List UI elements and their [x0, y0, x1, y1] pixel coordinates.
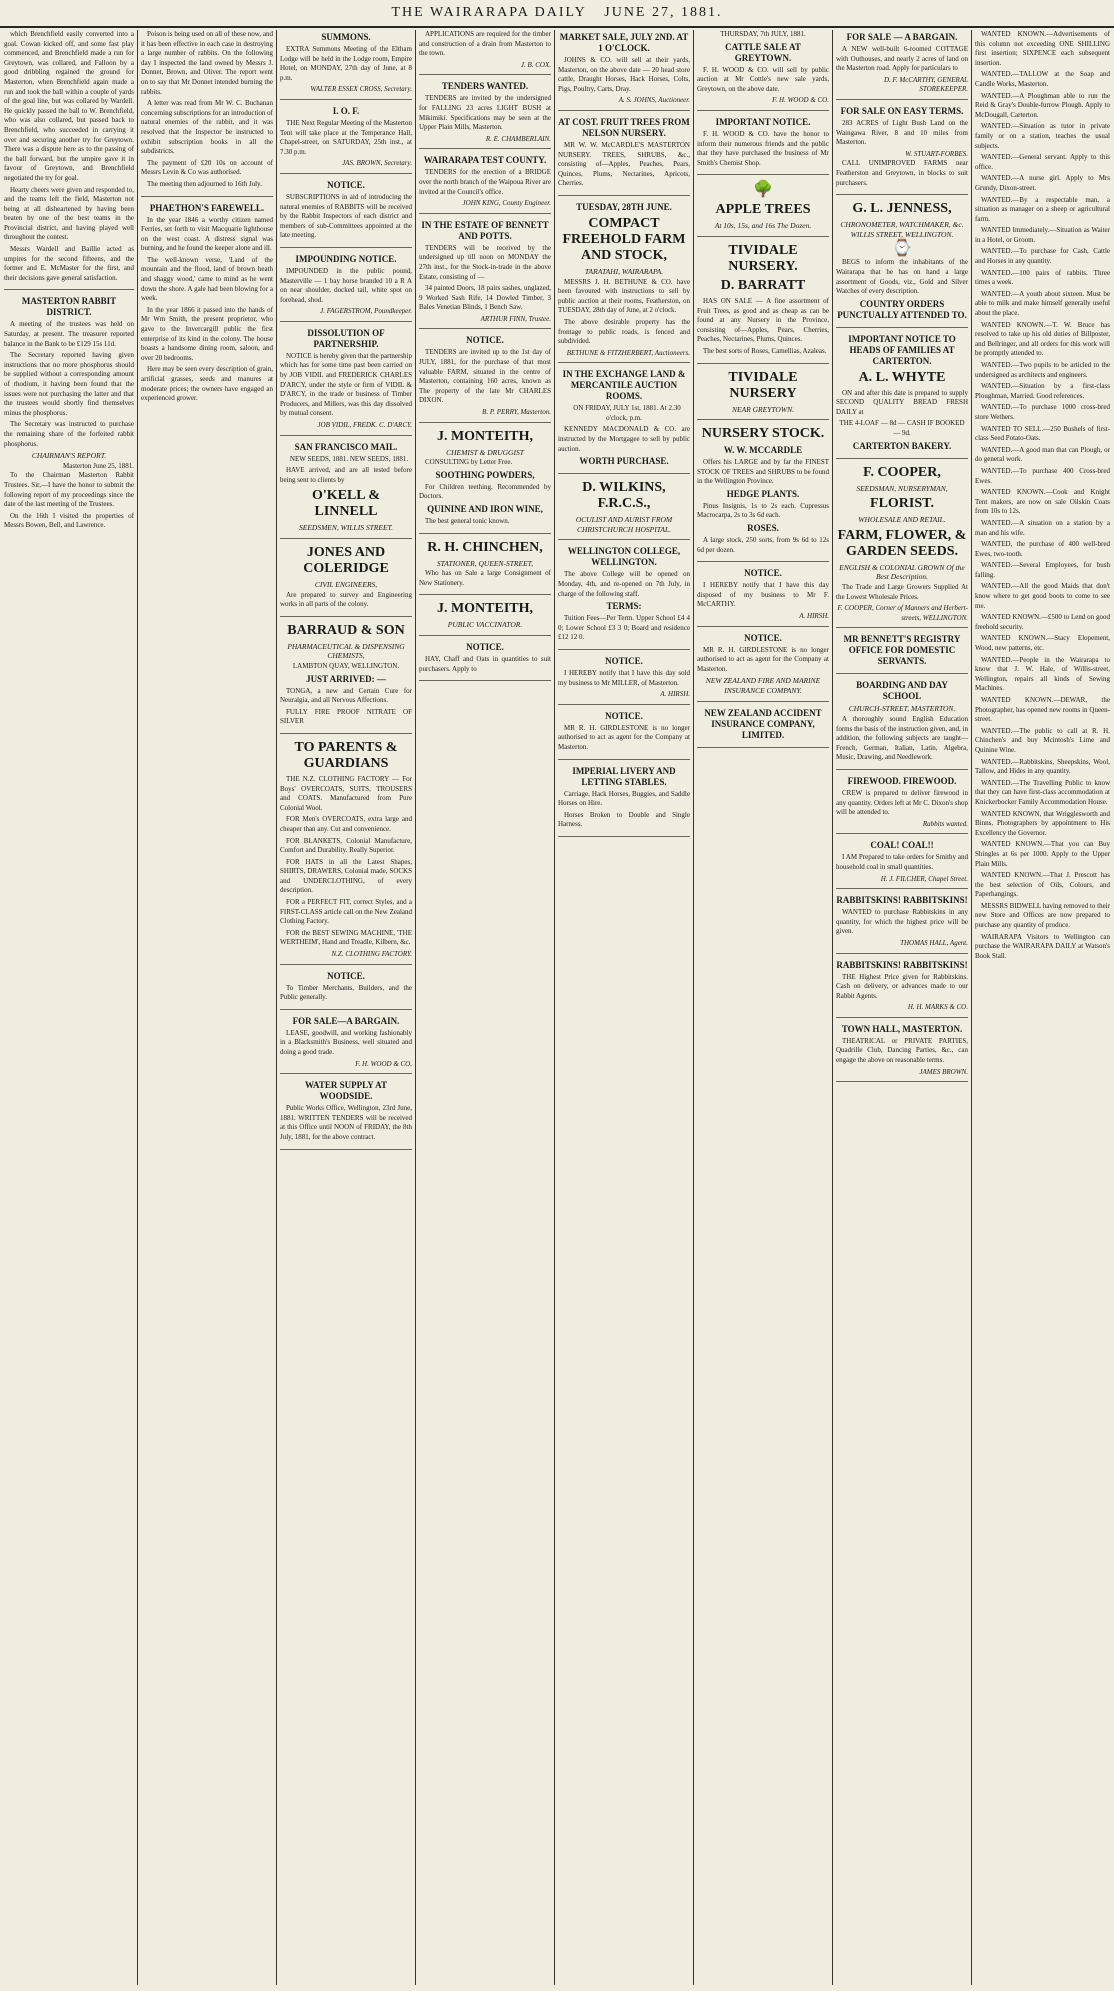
advert-text: Are prepared to survey and Engineering works in all parts of the colony. [280, 590, 412, 609]
advert-text: MESSRS J. H. BETHUNE & CO. have been favoured with instructions to sell by public auction at their rooms, Featherston, on TUESDAY, 28th day of June, at 2 o'clock. [558, 277, 690, 315]
advert [558, 546, 690, 650]
advert-title: FLORIST. [870, 496, 934, 512]
advert-text: MR W. W. McCARDLE'S MASTERTON NURSERY. TREES, SHRUBS, &c., consisting of—Apples, Peaches, Pears, Quinces, Plums, Nectarines, Apricots, Cherries. [558, 140, 690, 188]
advert-text: HAY, Chaff and Oats in quantities to suit purchasers. Apply to [419, 654, 551, 673]
advert-title: TIVIDALE NURSERY. [728, 242, 798, 274]
advert-heading: FOR SALE ON EASY TERMS. [840, 105, 964, 116]
advert-heading: AT COST. FRUIT TREES FROM NELSON NURSERY. [558, 116, 690, 138]
advert-heading: TENDERS WANTED. [441, 81, 529, 92]
advert [558, 369, 690, 474]
advert-text: 34 painted Doors, 18 pairs sashes, unglazed, 9 Worked Sash Rife, 14 Dowled Timber, 3 Bales Venetian Blinds, 1 Bench Saw. [419, 284, 551, 312]
advert-text: Who has on Sale a large Consignment of New Stationery. [419, 569, 551, 587]
advert-subtitle: W. W. MCCARDLE [723, 445, 803, 456]
advert [697, 243, 829, 364]
advert [558, 32, 690, 111]
advert-text: NEW SEEDS, 1881. NEW SEEDS, 1881. [289, 454, 409, 463]
advert-signature: ARTHUR FINN, Trustee. [480, 314, 551, 323]
advert-text: A NEW well-built 6-roomed COTTAGE with Outhouses, and nearly 2 acres of land on the Masterton road. Apply for particulars to [836, 45, 968, 73]
classified-ad: WANTED.—Rabbitskins, Sheepskins, Wool, Tallow, and Hides in any quantity. [975, 757, 1110, 776]
advert-signature: F. H. WOOD & CO. [355, 1059, 412, 1068]
advert-text: MR R. H. GIRDLESTONE is no longer authorised to act as agent for the Company at Masterton. [697, 645, 829, 673]
advert [836, 895, 968, 953]
advert-signature: F. COOPER, Corner of Manners and Herbert-streets, WELLINGTON. [837, 604, 968, 622]
advert-title: TO PARENTS & GUARDIANS [294, 739, 398, 771]
column-rule [693, 30, 694, 1985]
advert-text: The Trade and Large Growers Supplied At the Lowest Wholesale Prices. [836, 583, 968, 601]
advert-heading: CATTLE SALE AT GREYTOWN. [725, 41, 801, 63]
advert-text: Offers his LARGE and by far the FINEST STOCK OF TREES and SHRUBS to be found in the Wellington Province. [697, 458, 829, 486]
watch-icon: ⌚ [892, 240, 912, 258]
advert-heading: RABBITSKINS! RABBITSKINS! [836, 895, 968, 906]
advert-heading: NOTICE. [327, 970, 365, 981]
advert [280, 623, 412, 734]
advert-heading: COAL! COAL!! [870, 840, 934, 851]
advert-subtitle: TARATAHI, WAIRARAPA. [584, 266, 664, 276]
column-1 [4, 30, 134, 1985]
advert-signature: Rabbits wanted. [922, 819, 968, 828]
column-rule [971, 30, 972, 1985]
report-title: CHAIRMAN'S REPORT. [31, 451, 107, 461]
column-6 [697, 30, 829, 1985]
advert [836, 960, 968, 1018]
advert-text: I HEREBY notify that I have this day sold my business to Mr MILLER, of Masterton. [558, 669, 690, 687]
advert-subtitle: At 10s, 15s, and 16s The Dozen. [714, 221, 812, 231]
advert-signature: JOHN KING, County Engineer. [462, 199, 551, 208]
classified-ad: WANTED.—Situation as tutor in private family or on a station, teaches the usual subjects. [975, 122, 1110, 150]
advert-heading: IMPORTANT NOTICE. [715, 116, 811, 127]
advert-heading: SUMMONS. [321, 32, 371, 42]
advert [280, 1016, 412, 1074]
advert-signature: B. P. PERRY, Masterton. [482, 408, 551, 417]
advert [558, 117, 690, 196]
advert-text: IMPOUNDED in the public pound, Masterville — 1 bay horse branded 10 a R A on near shoulder, docked tail, white spot on forehead, shod. [280, 266, 412, 304]
advert-text: EXTRA Summons Meeting of the Eltham Lodge will be held in the Lodge room, Empire Hotel, on MONDAY, 27th day of June, at 8 p.m. [280, 45, 412, 82]
article-text: To the Chairman Masterton Rabbit Trustees. Sir,—I have the honor to submit the following report of my proceedings since the date of the last meeting of the Trustees. [4, 471, 134, 509]
advert-heading: SAN FRANCISCO MAIL. [294, 441, 398, 452]
report-date: Masterton June 25, 1881. [63, 461, 134, 470]
advert-heading: WAIRARAPA TEST COUNTY. [423, 155, 547, 166]
advert-heading: HEDGE PLANTS. [726, 488, 800, 499]
advert-text: The above desirable property has the frontage to public roads, is fenced and subdivided. [558, 317, 690, 346]
article-text: On the 16th I visited the properties of Messrs Bowen, Bell, and Lawrence. [4, 511, 134, 530]
advert-signature: WALTER ESSEX CROSS, Secretary. [310, 85, 412, 94]
advert-text: CONSULTING by Letter Free. [425, 458, 513, 467]
advert-subtitle: CHURCH-STREET, MASTERTON. [848, 704, 956, 714]
classified-ad: WANTED.—The Travelling Public to know that they can have first-class accommodation at Knickerbocker Family Accommodation House. [975, 778, 1110, 806]
advert [697, 30, 829, 111]
advert-title: A. L. WHYTE [858, 369, 946, 385]
classified-ad: WANTED.—A situation on a station by a man and his wife. [975, 518, 1110, 537]
advert [280, 254, 412, 322]
classified-ad: WANTED.—Situation by a first-class Ploughman, Married. Good references. [975, 382, 1110, 400]
classified-ad: WANTED KNOWN.—That you can Buy Shingles at 6s per 1000. Apply to the Upper Plain Mills. [975, 840, 1110, 868]
advert [419, 30, 551, 75]
advert-signature: H. H. MARKS & CO. [907, 1003, 968, 1012]
advert-heading: IMPORTANT NOTICE TO HEADS OF FAMILIES AT CARTERTON. [848, 333, 956, 366]
advert-text: CALL UNIMPROVED FARMS near Featherston and Greytown, in blocks to suit purchasers. [836, 159, 968, 187]
advert-title: F. COOPER, [863, 464, 941, 480]
advert [280, 442, 412, 539]
column-5 [558, 30, 690, 1985]
classified-ad: WANTED KNOWN.—T. W. Bruce has resolved to take up his old duties of Billposter, and Bellringer, and all orders for this work will be promptly attended to. [975, 320, 1110, 358]
advert-text: F. H. WOOD & CO. have the honor to inform their numerous friends and the public that they have purchased the business of Mr Smith's Chemist Shop. [697, 129, 829, 167]
advert-heading: NOTICE. [605, 710, 643, 721]
advert-signature: R. E. CHAMBERLAIN. [485, 134, 551, 143]
advert-heading: WELLINGTON COLLEGE, WELLINGTON. [567, 546, 681, 568]
advert-price: THE 4-LOAF — 8d — CASH IF BOOKED — 9d. [839, 419, 965, 438]
advert-heading: JUST ARRIVED: — [306, 673, 386, 684]
advert-title: JONES AND COLERIDGE [303, 545, 389, 576]
classified-ad: WANTED.—People in the Wairarapa to know that J. W. Hale, of Willis-street, Wellington, repairs all kinds of Sewing Machines. [975, 655, 1110, 693]
advert-signature: J. FAGERSTROM, Poundkeeper. [320, 307, 412, 316]
advert-text: The best general tonic known. [425, 517, 510, 525]
advert-heading: IN THE ESTATE OF BENNETT AND POTTS. [421, 219, 549, 241]
advert-heading: DISSOLUTION OF PARTNERSHIP. [307, 327, 385, 349]
classified-ad: WANTED KNOWN.—Advertisements of this column not exceeding ONE SHILLING first insertion; SIXPENCE each subsequent insertion. [975, 30, 1110, 67]
advert-text: Pinus Insignis, 1s to 2s each. Cupressus Macrocarpa, 2s to 3s 6d each. [697, 501, 829, 520]
advert-heading: FIREWOOD. FIREWOOD. [847, 775, 957, 786]
advert [836, 1024, 968, 1082]
advert-text: TENDERS are invited by the undersigned for FALLING 23 acres LIGHT BUSH at Mikimiki. Specifications may be seen at the Upper Plain Mills, Masterton. [419, 94, 551, 132]
advert-text: I HEREBY notify that I have this day disposed of my business to Mr F. McCARTHY. [697, 581, 829, 609]
advert-text: TONGA, a new and Certain Cure for Neuralgia, and all Nervous Affections. [280, 686, 412, 705]
classified-ad: WANTED.—To purchase 400 Cross-bred Ewes. [975, 466, 1110, 485]
advert-text: MR R. H. GIRDLESTONE is no longer authorised to act as agent for the Company at Masterton. [558, 723, 690, 751]
advert-heading: MARKET SALE, JULY 2ND. AT 1 O'CLOCK. [559, 32, 689, 53]
column-rule [554, 30, 555, 1985]
advert-text: The best sorts of Roses, Camellias, Azaleas. [703, 346, 827, 355]
classified-ad: WANTED.—All the good Maids that don't know where to get good boots to come to see me. [975, 582, 1110, 610]
advert-text: Carriage, Hack Horses, Buggies, and Saddle Horses on Hire. [558, 789, 690, 808]
advert-text: FOR Men's OVERCOATS, extra large and cheaper than any. Cut and convenience. [280, 815, 412, 833]
advert [697, 633, 829, 702]
masthead [0, 0, 1114, 28]
advert-heading: BOARDING AND DAY SCHOOL [856, 680, 948, 702]
advert-title: J. MONTEITH, [436, 428, 534, 444]
classified-ad: WANTED Immediately.—Situation as Waiter in a Hotel, or Groom. [975, 226, 1110, 244]
advert-text: I AM Prepared to take orders for Smithy and household coal in small quantities. [836, 853, 968, 871]
advert-subtitle: OCULIST AND AURIST FROM CHRISTCHURCH HOSPITAL. [575, 515, 673, 534]
classified-ad: WANTED.—100 pairs of rabbits. Three times a week. [975, 268, 1110, 287]
article-headline: MASTERTON RABBIT DISTRICT. [21, 296, 117, 318]
advert-text: TENDERS will be received by the undersigned up till noon on MONDAY the 27th inst., for the Stock-in-trade in the above Estate, consisting of — [419, 243, 551, 281]
newspaper-date: JUNE 27, 1881. [604, 5, 723, 20]
advert-text: CREW is prepared to deliver firewood in any quantity. Orders left at Mr C. Dixon's shop will be attended to. [836, 788, 968, 817]
advert-signature: BETHUNE & FITZHERBERT, Auctioneers. [566, 348, 690, 357]
advert [419, 335, 551, 422]
advert-heading: TOWN HALL, MASTERTON. [841, 1023, 963, 1034]
advert-text: THEATRICAL or PRIVATE PARTIES, Quadrille Club, Dancing Parties, &c., can engage the above on reasonable terms. [836, 1036, 968, 1065]
advert [419, 429, 551, 534]
classified-ad: WANTED TO SELL.—250 Bushels of first-class Seed Potato-Oats. [975, 424, 1110, 443]
advert-heading: NOTICE. [466, 335, 504, 346]
classified-ad: WANTED.—TALLOW at the Soap and Candle Works, Masterton. [975, 70, 1110, 88]
advert-date: THURSDAY, 7th JULY, 1881. [720, 30, 806, 38]
advert [419, 601, 551, 636]
classified-ad: WANTED.—A Ploughman able to run the Reid & Gray's Double-furrow Plough. Apply to McDougall, Carterton. [975, 91, 1110, 119]
advert-title: COMPACT FREEHOLD FARM AND STOCK, [562, 215, 686, 263]
column-8 [975, 30, 1110, 1985]
advert-text: KENNEDY MACDONALD & CO. are instructed by the Mortgagee to sell by public auction. [558, 425, 690, 453]
advert-text: LEASE, goodwill, and working fashionably in a Blacksmith's Business, well situated and doing a good trade. [280, 1028, 412, 1056]
advert-text: FOR BLANKETS, Colonial Manufacture, Comfort and Durability. Really Superior. [280, 836, 412, 855]
article-text: Hearty cheers were given and responded to, and the teams left the field, Masterton not being at all disheartened by having been beaten by one of the best teams in the Provincial district, and having played well throughout the contest. [4, 185, 134, 242]
column-rule [276, 30, 277, 1985]
advert [836, 106, 968, 195]
classified-ad: WANTED, the purchase of 400 well-bred Ewes, two-tooth. [975, 540, 1110, 558]
advert-text: FOR a PERFECT FIT, correct Styles, and a FIRST-CLASS article call on the New Zealand Clothing Factory. [280, 898, 412, 926]
advert-text: TENDERS for the erection of a BRIDGE over the north branch of the Waipoua River are invited at the Council's office. [419, 168, 551, 196]
classified-ad: WANTED.—Two pupils to be articled to the undersigned as architects and engineers. [975, 361, 1110, 379]
advert-text: Public Works Office, Wellington, 23rd June, 1881. WRITTEN TENDERS will be received at this Office until NOON of FRIDAY, the 8th July, 1881, for the above contract. [280, 1104, 412, 1141]
advert-text: THE Highest Price given for Rabbitskins. Cash on delivery, or advances made to our Rabbit Agents. [836, 972, 968, 1000]
advert-title: NURSERY STOCK. [701, 426, 825, 442]
advert-signature: F. H. WOOD & CO. [772, 96, 829, 105]
advert-heading: TUESDAY, 28TH JUNE. [576, 201, 672, 212]
advert-signature: W. STUART-FORBES. [905, 149, 968, 158]
advert-text: WANTED to purchase Rabbitskins in any quantity, for which the highest price will be given. [836, 908, 968, 936]
advert-heading: WATER SUPPLY AT WOODSIDE. [304, 1080, 388, 1102]
advert-title: R. H. CHINCHEN, [427, 539, 543, 555]
advert-text: THE N.Z. CLOTHING FACTORY — For Boys' OVERCOATS, SUITS, TROUSERS and COATS. Manufactured from Pure Colonial Wool. [280, 774, 412, 812]
advert-heading: NOTICE. [744, 632, 782, 643]
article-text: A meeting of the trustees was held on Saturday, at present. The treasurer reported balance in the Bank to be £129 15s 11d. [4, 320, 134, 348]
advert-subtitle: D. BARRATT [720, 277, 806, 293]
advert-subtitle: WHOLESALE AND RETAIL. [858, 515, 946, 525]
advert-signature: D. F. McCARTHY, GENERAL STOREKEEPER. [883, 75, 968, 94]
advert-signature: JAMES BROWN. [919, 1067, 968, 1076]
advert-subtitle: CHEMIST & DRUGGIST [446, 447, 524, 457]
advert [836, 680, 968, 770]
advert [419, 220, 551, 330]
advert-text: HAVE arrived, and are all tested before being sent to clients by [280, 466, 412, 484]
article-text: which Brenchfield easily converted into a goal. Cowan kicked off, and some fast play commenced, and Brenchfield made a run for Greytown, was collared, and Falloon by a good dribbling regained the ground for Masterton, when Brenchfield again made a run and took the ball within a couple of yards of the goal line, but was collared by Wardell. He quickly passed the ball to W. Brenchfield, who was also collared, but passed back to Brenchfield, who succeeded in carrying it over and securing another try for Greytown. There was a dispute here as to the passing of the ball forward, but the umpire gave it in favour of Greytown, and Brenchfield negotiated the try for goal. [4, 30, 134, 182]
advert-title: TIVIDALE NURSERY [728, 369, 798, 401]
advert-signature: THOMAS HALL, Agent. [900, 938, 968, 947]
advert-signature: A. HIRSH. [660, 690, 690, 699]
advert-heading: SOOTHING POWDERS, [435, 469, 535, 480]
column-2 [141, 30, 273, 1985]
advert-text: For Children teething. Recommended by Doctors. [419, 482, 551, 501]
article-text: Messrs Wardell and Baillie acted as umpires for the second fifteens, and the former and E. McMaster for the first, and their decisions gave general satisfaction. [4, 245, 134, 282]
advert-signature: JOB VIDIL, FREDK. C. D'ARCY. [317, 421, 412, 430]
advert-heading: MR BENNETT'S REGISTRY OFFICE FOR DOMESTIC SERVANTS. [843, 634, 961, 667]
classified-ad: WANTED KNOWN.—Stacy Elopement, Wood, new patterns, etc. [975, 634, 1110, 653]
newspaper-title: THE WAIRARAPA DAILY [391, 5, 587, 20]
advert-heading: RABBITSKINS! RABBITSKINS! [836, 959, 968, 970]
advert-text: F. H. WOOD & CO. will sell by public auction at Mr Cottle's new sale yards, Greytown, on the above date. [697, 65, 829, 93]
advert [836, 840, 968, 889]
article-text: In the year 1866 it passed into the hands of Mr Wm Smith, the present proprietor, who gave to the Invercargill public the first enterprise of its kind in the colony. The house boasts a handsome dining room, saloon, and over 20 bedrooms. [141, 305, 273, 362]
advert-heading: NOTICE. [744, 568, 782, 579]
advert [558, 766, 690, 837]
advert-subtitle: CHRONOMETER, WATCHMAKER, &c. WILLIS STREET, WELLINGTON. [840, 220, 964, 239]
advert [419, 81, 551, 149]
advert-signature: A. HIRSH. [799, 612, 829, 621]
advert-signature: H. J. FILCHER, Chapel Street. [880, 874, 968, 883]
advert [836, 32, 968, 100]
advert-text: To Timber Merchants, Builders, and the Public generally. [280, 983, 412, 1002]
advert-subtitle: PUBLIC VACCINATOR. [447, 620, 523, 630]
advert [558, 656, 690, 705]
advert-text: ON and after this date is prepared to supply SECOND QUALITY BREAD FRESH DAILY at [836, 388, 968, 416]
advert [836, 201, 968, 328]
column-3 [280, 30, 412, 1985]
advert [558, 711, 690, 760]
advert [280, 740, 412, 965]
advert-signature: A. S. JOHNS, Auctioneer. [618, 96, 690, 105]
advert-heading: QUININE AND IRON WINE, [427, 504, 543, 514]
advert-heading: IMPOUNDING NOTICE. [295, 253, 397, 264]
advert-address: LAMBTON QUAY, WELLINGTON. [292, 661, 400, 670]
classified-ad: WANTED.—A nurse girl. Apply to Mrs Grundy, Dixon-street. [975, 174, 1110, 192]
advert [836, 334, 968, 459]
advert [558, 480, 690, 540]
advert-text: A large stock, 250 sorts, from 9s 6d to 12s 6d per dozen. [697, 536, 829, 554]
advert-heading: NEW ZEALAND ACCIDENT INSURANCE COMPANY, LIMITED. [704, 707, 822, 740]
advert [697, 181, 829, 237]
advert-title: O'KELL & LINNELL [311, 488, 381, 520]
advert-heading: NOTICE. [466, 641, 504, 652]
advert [280, 1080, 412, 1149]
classified-ad: WANTED KNOWN.—Cook and Knight Tent makers, are now on sale Oilskin Coats from 10s to 12s. [975, 488, 1110, 516]
advert-text: TENDERS are invited up to the 1st day of JULY, 1881, for the purchase of that most valuable FARM, situated in the centre of Masterton, containing 160 acres, known as The property of the late Mr CHARLES DIXON. [419, 348, 551, 405]
advert [280, 971, 412, 1010]
advert-title: D. WILKINS, F.R.C.S., [582, 480, 666, 512]
classified-ad: WANTED KNOWN.—DEWAR, the Photographer, has opened new rooms in Queen-street. [975, 696, 1110, 724]
article-text: The payment of £20 10s on account of Messrs Levin & Co was authorised. [141, 158, 273, 177]
advert-text: A thoroughly sound English Education forms the basis of the instruction given, and, in addition, the following subjects are taught—French, German, Italian, Latin, Algebra, Music, Drawing, and Needlework. [836, 715, 968, 762]
article-text: Here may be seen every description of grain, artificial grasses, seeds and manures at moderate prices; the owners have engaged an experienced grower. [141, 365, 273, 403]
advert-heading: NOTICE. [605, 656, 643, 666]
article-text: The well-known verse, 'Land of the mountain and the flood, land of brown heath and shaggy wood,' came to mind as he went down the shore. A gale had been blowing for a week. [141, 255, 273, 303]
advert [836, 465, 968, 629]
classified-ad: WANTED.—To purchase 1000 cross-bred store Wethers. [975, 403, 1110, 421]
classified-ad: WANTED.—Several Employees, for bush falling. [975, 561, 1110, 579]
advert [280, 180, 412, 248]
advert [280, 32, 412, 100]
advert-text: APPLICATIONS are required for the timber and construction of a drain from Masterton to the town. [419, 30, 551, 58]
advert-text: FOR the BEST SEWING MACHINE, 'THE WERTHEIM', Hand and Treadle, Kilbern, &c. [280, 928, 412, 947]
advert-text: Horses Broken to Double and Single Harness. [558, 810, 690, 829]
advert-title: BARRAUD & SON [287, 622, 405, 638]
advert-text: FOR HATS in all the Latest Shapes, SHIRTS, DRAWERS, Colonial made, SOCKS and UNDERCLOTHING, of every description. [280, 857, 412, 895]
advert-subtitle: SEEDSMEN, WILLIS STREET. [298, 523, 394, 533]
advert [419, 155, 551, 213]
advert [419, 642, 551, 681]
classified-ad: WANTED.—By a respectable man, a situation as manager on a sheep or agricultural farm. [975, 195, 1110, 223]
article-text: The meeting then adjourned to 16th July. [147, 179, 262, 188]
advert-text: HAS ON SALE — A fine assortment of Fruit Trees, as good and as cheap as can be found at any Nursery in the Province, consisting of—Apples, Pears, Cherries, Peaches, Nectarines, Plums, Quinces. [697, 296, 829, 344]
advert-heading: CARTERTON BAKERY. [852, 440, 952, 451]
advert [697, 708, 829, 748]
column-7 [836, 30, 968, 1985]
advert [836, 634, 968, 674]
column-rule [415, 30, 416, 1985]
column-rule [137, 30, 138, 1985]
column-rule [832, 30, 833, 1985]
advert-signature: JAS. BROWN, Secretary. [342, 159, 412, 168]
advert-text: 283 ACRES of Light Bush Land on the Waingawa River, 8 and 10 miles from Masterton. [836, 118, 968, 147]
classified-ad: WANTED KNOWN.—That J. Prescott has the best selection of Oils, Colours, and Paperhangings. [975, 871, 1110, 899]
advert-text: JOHNS & CO. will sell at their yards, Masterton, on the above date — 20 head store cattle, Draught Horses, Hack Horses, Colts, Pigs, Poultry, Carts, Dray. [558, 56, 690, 93]
advert-text: ON FRIDAY, JULY 1st, 1881. At 2.30 o'clock, p.m. [573, 404, 681, 422]
advert-heading: NOTICE. [327, 179, 365, 190]
apple-tree-icon: 🌳 [753, 181, 773, 199]
advert-signature: J. B. COX. [520, 60, 551, 69]
advert [697, 117, 829, 175]
advert-title: J. MONTEITH, [436, 601, 534, 617]
advert-text: FULLY FIRE PROOF NITRATE OF SILVER [280, 707, 412, 726]
advert-subtitle: NEAR GREYTOWN. [732, 404, 794, 414]
column-4 [419, 30, 551, 1985]
advert-text: The above College will be opened on Monday, 4th, and re-opened on 7th July, in charge of the following staff. [558, 570, 690, 598]
advert-subtitle: STATIONER, QUEEN-STREET, [436, 558, 534, 568]
article-text: A letter was read from Mr W. C. Buchanan concerning subscriptions for an introduction of natural enemies of the rabbit, and it was resolved that the Inspector be instructed to exhibit subscription books in all the subdistricts. [141, 99, 273, 156]
classified-ad: WANTED KNOWN, that Wrigglesworth and Binns, Photographers by appointment to His Excellency the Governor. [975, 809, 1110, 837]
classified-ad: WANTED.—General servant. Apply to this office. [975, 153, 1110, 171]
classified-ad: WANTED.—The public to call at R. H. Chinchen's and buy Mcintosh's Lime and Quinine Wine. [975, 726, 1110, 754]
classified-ad: WANTED.—A good man that can Plough, or do general work. [975, 445, 1110, 464]
advert [836, 776, 968, 834]
advert-subtitle: SEEDSMAN, NURSERYMAN, [856, 483, 948, 493]
classified-ad: WAIRARAPA Visitors to Wellington can purchase the WAIRARAPA DAILY at Watson's Book Stall. [975, 932, 1110, 960]
advert-subtitle: PHARMACEUTICAL & DISPENSING CHEMISTS, [287, 641, 405, 661]
advert-text: SUBSCRIPTIONS in aid of introducing the natural enemies of RABBITS will be received by the Rabbit Inspectors of each district and members of sub-Committees appointed at the late meeting. [280, 192, 412, 240]
advert-heading: WORTH PURCHASE. [579, 456, 669, 467]
advert [697, 426, 829, 562]
classified-ad: WANTED.—A youth about sixteen. Must be able to milk and make himself generally useful about the place. [975, 289, 1110, 318]
advert-text: THE Next Regular Meeting of the Masterton Tent will take place at the Temperance Hall, Chapel-street, on SATURDAY, 25th inst., at 7.30 p.m. [280, 118, 412, 156]
advert-heading: FOR SALE—A BARGAIN. [292, 1015, 400, 1026]
advert-signature: N.Z. CLOTHING FACTORY. [331, 950, 412, 959]
article-headline: PHAETHON'S FAREWELL. [149, 202, 265, 213]
advert [697, 568, 829, 626]
advert-text: NOTICE is hereby given that the partnership which has for some time past been carried on by JOB VIDIL and FREDERICK CHARLES D'ARCY, under the style or firm of VIDIL & D'ARCY, in the trade or business of Timber Producers, and Millers, was this day dissolved by mutual consent. [280, 351, 412, 418]
article-text: In the year 1846 a worthy citizen named Ferries, set forth to visit Macquarie lighthouse on the west coast. A distress signal was burning, and he found the keeper alone and ill. [141, 215, 273, 253]
advert-heading: FOR SALE — A BARGAIN. [846, 32, 958, 42]
advert [419, 540, 551, 596]
advert-subtitle: NEW ZEALAND FIRE AND MARINE INSURANCE COMPANY. [705, 676, 821, 695]
advert-subtitle: CIVIL ENGINEERS, [314, 580, 378, 589]
classified-ad: WANTED KNOWN.—£500 to Lend on good freehold security. [975, 613, 1110, 631]
advert [280, 106, 412, 174]
advert-text: Tuition Fees—Per Term. Upper School £4 4 0; Lower School £3 3 0; Board and residence £12 12 0. [558, 614, 690, 642]
advert [697, 370, 829, 421]
article-text: The Secretary was instructed to purchase the remaining share of the forfeited rabbit phosphorus. [4, 420, 134, 448]
advert-heading: I. O. F. [332, 105, 360, 116]
advert [558, 202, 690, 363]
advert-title: FARM, FLOWER, & GARDEN SEEDS. [837, 527, 967, 559]
advert-title: APPLE TREES [715, 202, 811, 218]
advert-heading: COUNTRY ORDERS PUNCTUALLY ATTENDED TO. [837, 298, 967, 320]
advert [280, 328, 412, 436]
advert [280, 545, 412, 617]
advert-title: G. L. JENNESS, [852, 201, 952, 217]
advert-heading: IMPERIAL LIVERY AND LETTING STABLES. [572, 765, 676, 787]
advert-text: BEGS to inform the inhabitants of the Wairarapa that he has on hand a large assortment of Goods, viz., Gold and Silver Watches of every description. [836, 258, 968, 296]
advert-heading: IN THE EXCHANGE LAND & MERCANTILE AUCTION ROOMS. [562, 369, 686, 402]
advert-heading: TERMS: [606, 601, 642, 612]
advert-subtitle: ENGLISH & COLONIAL GROWN Of the Best Description. [839, 562, 965, 582]
article-text: The Secretary reported having given instructions that no more phosphorus should be supplied without a corresponding amount of rhodium, it having been found that the issues were not purchasing the latter and that the trustees would shortly find themselves minus the phosphorus. [4, 351, 134, 417]
classified-ad: WANTED.—To purchase for Cash, Cattle and Horses in any quantity. [975, 247, 1110, 266]
article-text: Poison is being used on all of these now, and it has been effective in each case in destroying a large number of rabbits. On the following day I inspected the land owned by Messrs J. Donnet, Brown, and Oliver. The report went on to say that Mr Donnet intended burning the rabbits. [141, 30, 273, 96]
advert-heading: ROSES. [747, 523, 779, 534]
classified-ad: MESSRS BIDWELL having removed to their new Store and Offices are now prepared to purchase any quantity of produce. [975, 901, 1110, 930]
